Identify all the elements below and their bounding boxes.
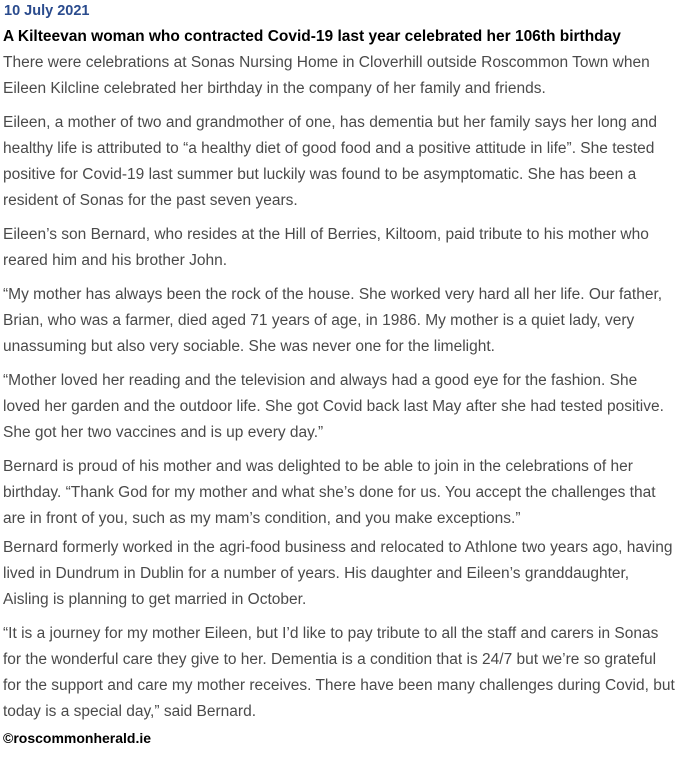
- article: [3, 0, 677, 747]
- article-paragraph: “It is a journey for my mother Eileen, but I’d like to pay tribute to all the staff and carers in Sonas for the wonderful care they give to her. Dementia is a condition that is 24/7 but we’re so grateful for the support and care my mother receives. There have been many challenges during Covid, but today is a special day,” said Bernard.: [3, 625, 675, 720]
- article-headline: A Kilteevan woman who contracted Covid-19 last year celebrated her 106th birthday: [3, 28, 621, 45]
- article-paragraph: Bernard is proud of his mother and was delighted to be able to join in the celebrations of her birthday. “Thank God for my mother and what she’s done for us. You accept the challenges that are in front of you, such as my mam’s condition, and you make exceptions.”: [3, 458, 656, 527]
- article-paragraph: There were celebrations at Sonas Nursing Home in Cloverhill outside Roscommon Town when Eileen Kilcline celebrated her birthday in the company of her family and friends.: [3, 54, 650, 97]
- source-credit: ©roscommonherald.ie: [3, 730, 152, 746]
- article-paragraph: “Mother loved her reading and the television and always had a good eye for the fashion. She loved her garden and the outdoor life. She got Covid back last May after she had tested positive. She got her two vaccines and is up every day.”: [3, 372, 664, 441]
- article-date: 10 July 2021: [4, 3, 90, 19]
- article-paragraph: Eileen, a mother of two and grandmother of one, has dementia but her family says her long and healthy life is attributed to “a healthy diet of good food and a positive attitude in life”. She tested positive for Covid-19 last summer but luckily was found to be asymptomatic. She has been a resident of Sonas for the past seven years.: [3, 114, 657, 209]
- article-paragraph: Eileen’s son Bernard, who resides at the Hill of Berries, Kiltoom, paid tribute to his mother who reared him and his brother John.: [3, 226, 649, 269]
- article-paragraph: “My mother has always been the rock of the house. She worked very hard all her life. Our father, Brian, who was a farmer, died aged 71 years of age, in 1986. My mother is a quiet lady, very unassuming but also very sociable. She was never one for the limelight.: [3, 286, 663, 355]
- article-paragraph: Bernard formerly worked in the agri-food business and relocated to Athlone two years ago, having lived in Dundrum in Dublin for a number of years. His daughter and Eileen’s granddaughter, Aisling is planning to get married in October.: [3, 539, 673, 608]
